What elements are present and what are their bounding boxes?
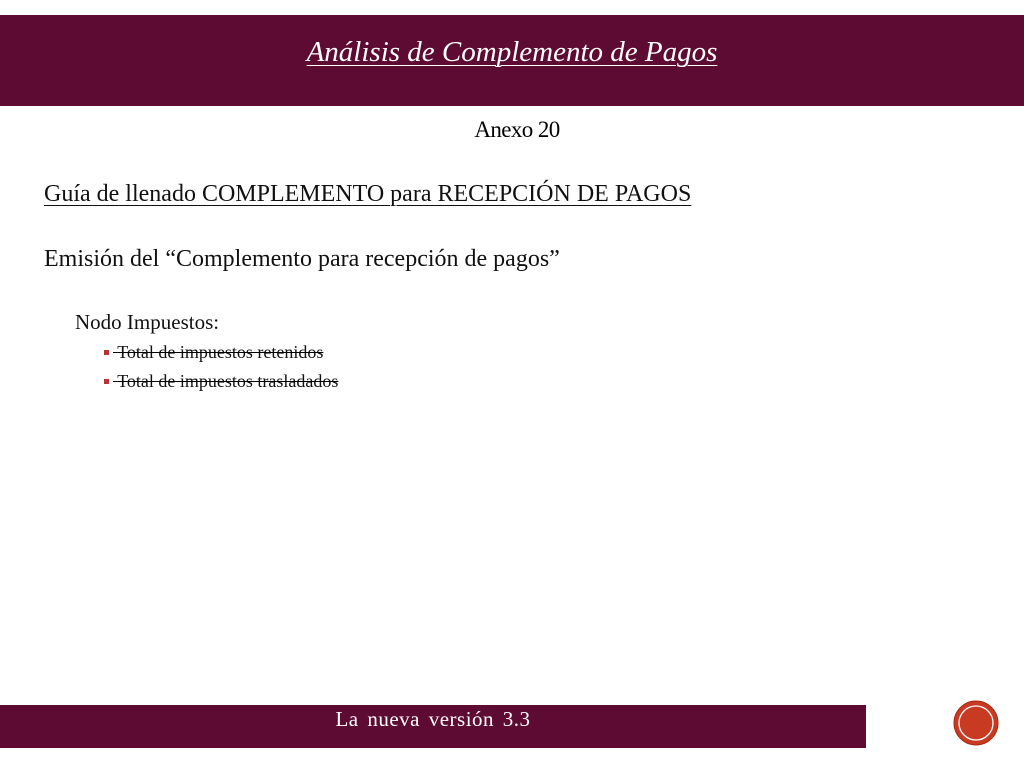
bullet-icon (104, 379, 109, 384)
footer-text: La nueva versión 3.3 (335, 707, 531, 731)
guide-heading: Guía de llenado COMPLEMENTO para RECEPCIÓN DE PAGOS (44, 181, 692, 207)
list-item-label: Total de impuestos trasladados (117, 371, 339, 391)
node-label: Nodo Impuestos: (75, 310, 220, 334)
list-item (104, 340, 338, 369)
emission-line: Emisión del “Complemento para recepción de pagos” (44, 246, 560, 272)
impuestos-list (104, 340, 338, 398)
annex-label: Anexo 20 (474, 117, 560, 142)
bullet-icon (104, 350, 109, 355)
list-item (104, 369, 338, 398)
list-item-label: Total de impuestos retenidos (117, 342, 324, 362)
slide-title: Análisis de Complemento de Pagos (306, 36, 718, 68)
circle-badge-icon (953, 700, 999, 746)
